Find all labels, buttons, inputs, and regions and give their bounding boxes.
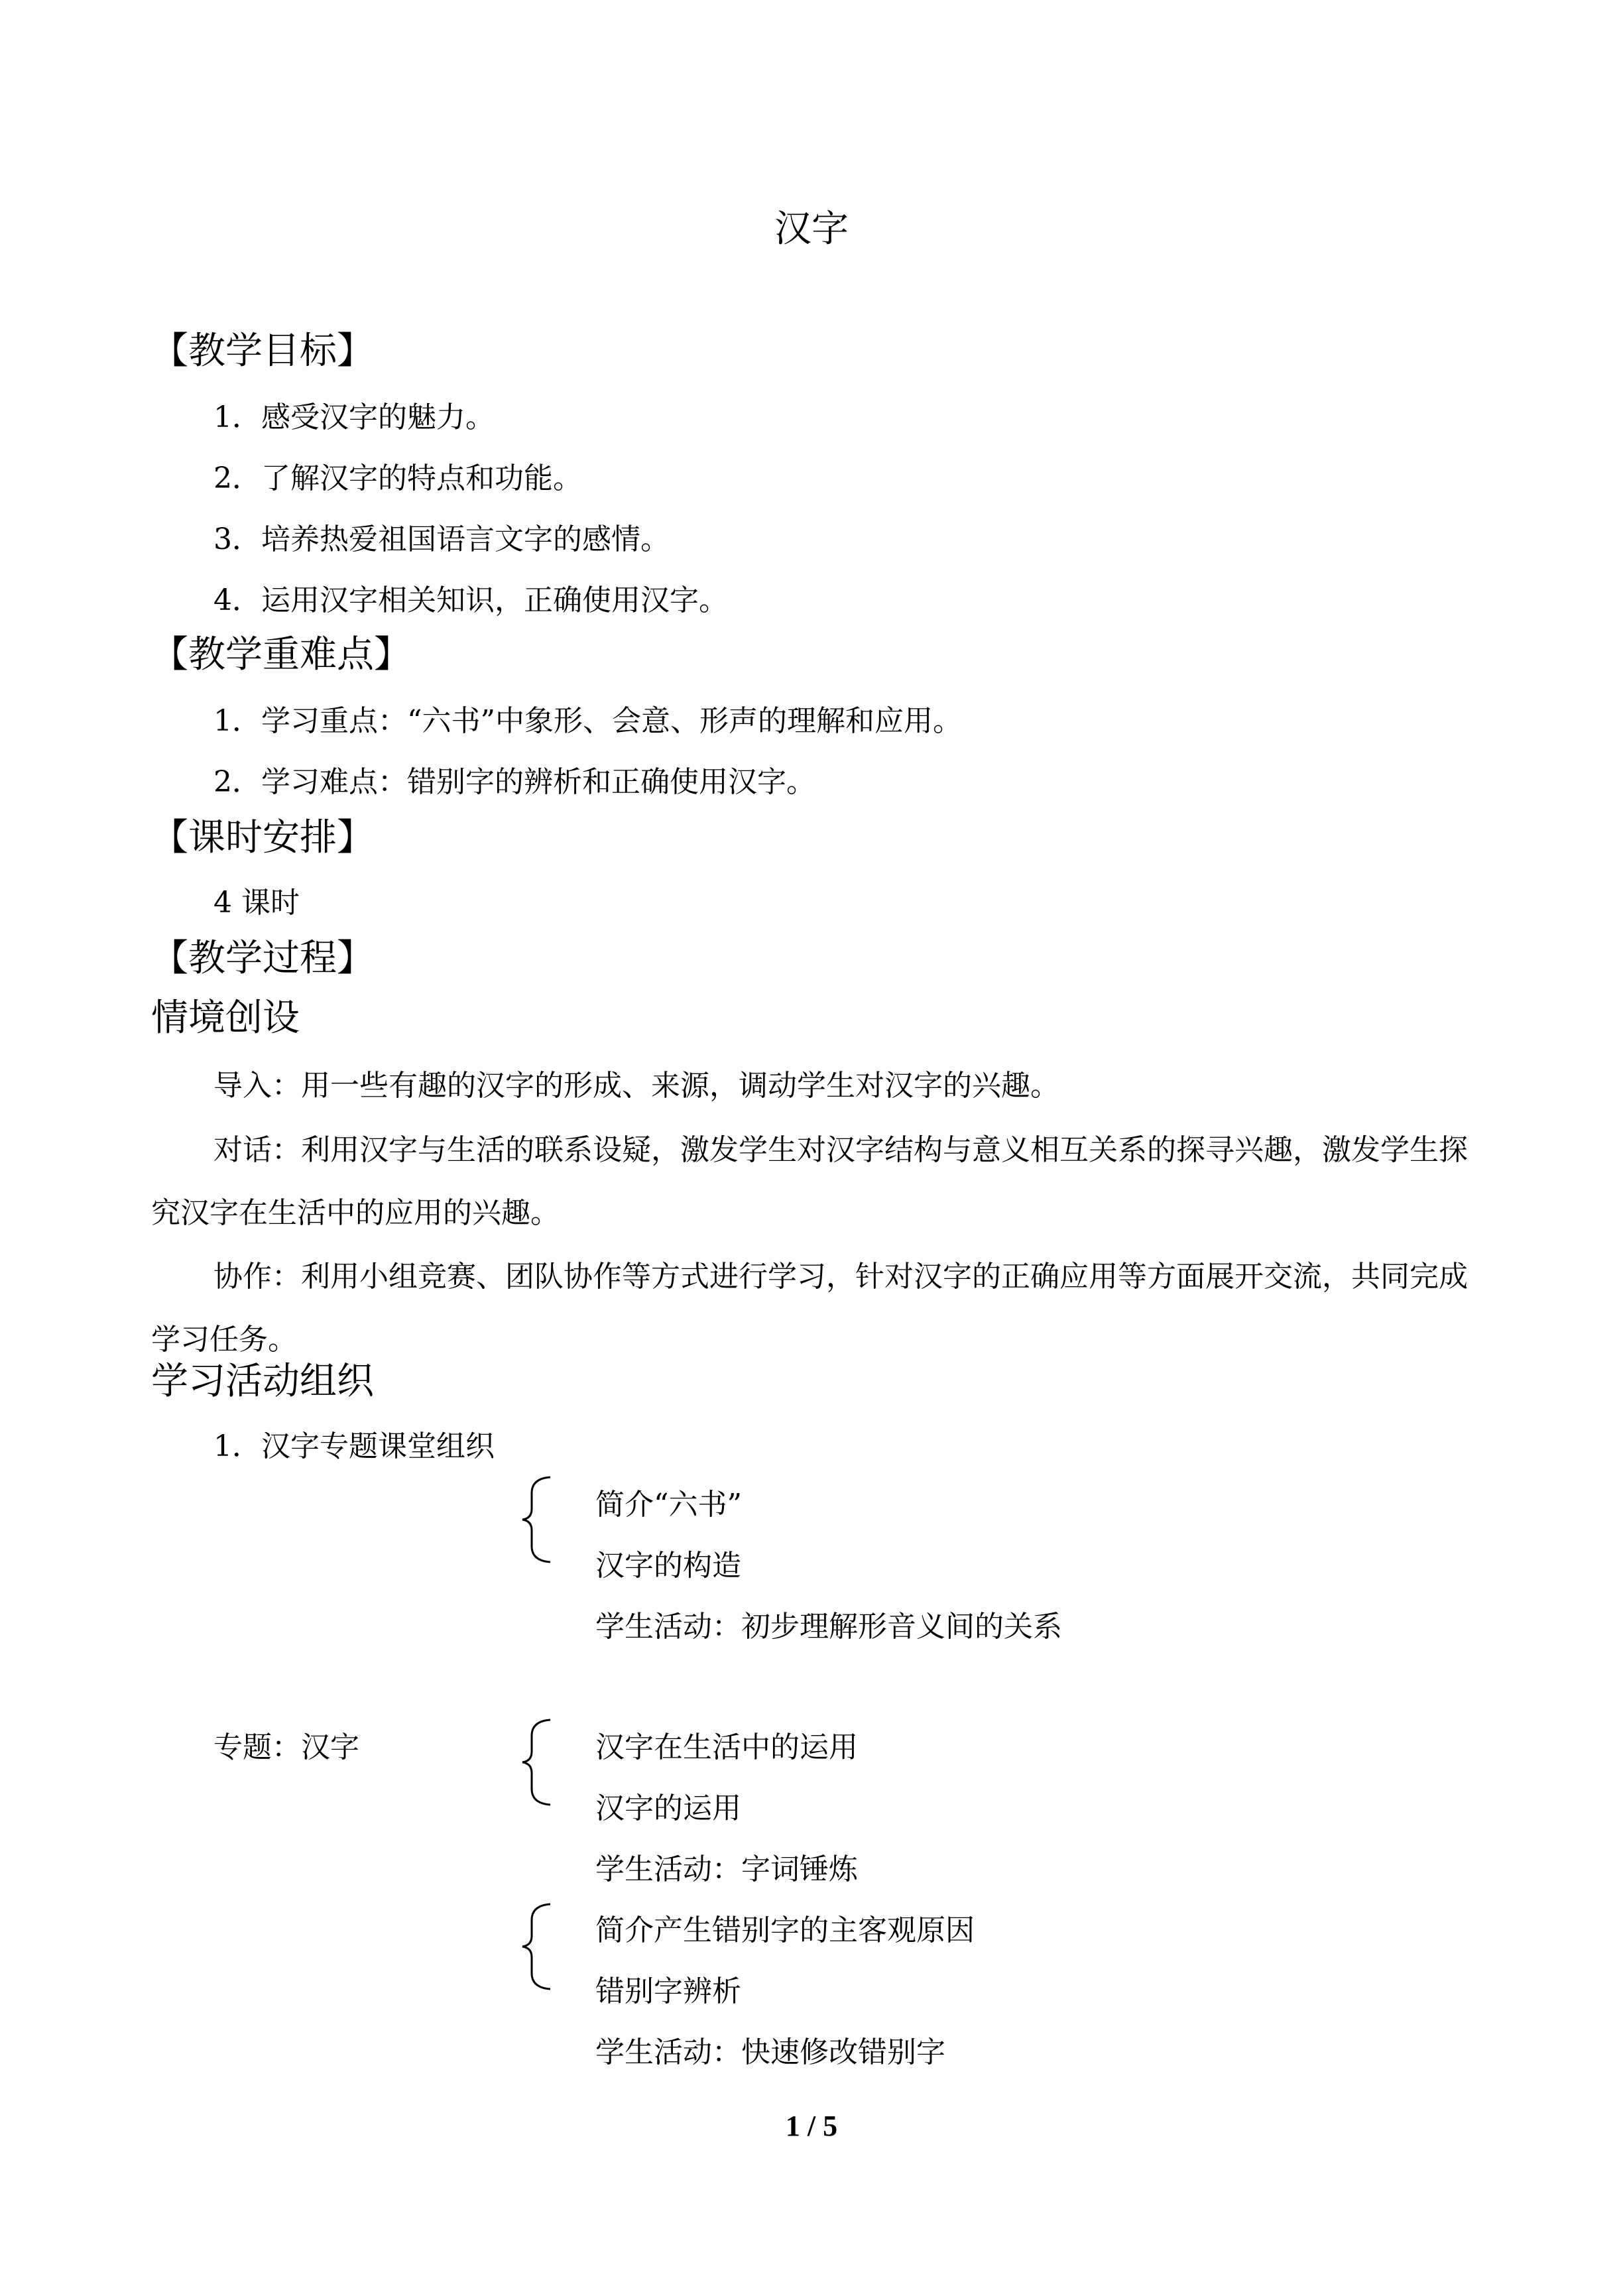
tree-line: 错别字辨析 xyxy=(595,1974,741,2008)
tree-line: 汉字的运用 xyxy=(595,1791,741,1825)
subheading-activities: 学习活动组织 xyxy=(151,1360,374,1403)
tree-line: 简介产生错别字的主客观原因 xyxy=(595,1913,975,1947)
activities-item: 1．汉字专题课堂组织 xyxy=(213,1429,495,1463)
tree-activity: 学生活动：初步理解形音义间的关系 xyxy=(595,1610,1062,1644)
section-heading-objectives: 【教学目标】 xyxy=(151,330,374,373)
left-brace-icon xyxy=(518,1473,558,1566)
tree-activity: 学生活动：字词锤炼 xyxy=(595,1852,858,1886)
section-heading-process: 【教学过程】 xyxy=(151,937,374,980)
paragraph: 导入：用一些有趣的汉字的形成、来源，调动学生对汉字的兴趣。 xyxy=(213,1069,1059,1103)
key-point-item: 2．学习难点：错别字的辨析和正确使用汉字。 xyxy=(213,765,815,799)
objective-item: 4．运用汉字相关知识，正确使用汉字。 xyxy=(213,583,728,617)
schedule-text: 4 课时 xyxy=(213,886,300,920)
objective-item: 1．感受汉字的魅力。 xyxy=(213,400,495,434)
subheading-situation: 情境创设 xyxy=(151,997,300,1040)
key-point-item: 1．学习重点：“六书”中象形、会意、形声的理解和应用。 xyxy=(213,704,962,738)
page-number: 1 / 5 xyxy=(785,2110,838,2142)
section-heading-schedule: 【课时安排】 xyxy=(151,816,374,859)
objective-item: 3．培养热爱祖国语言文字的感情。 xyxy=(213,522,670,556)
paragraph: 对话：利用汉字与生活的联系设疑，激发学生对汉字结构与意义相互关系的探寻兴趣，激发学生探究汉字在生活中的应用的兴趣。 xyxy=(151,1133,1468,1230)
tree-line: 汉字的构造 xyxy=(595,1549,741,1583)
left-brace-icon xyxy=(518,1716,558,1809)
section-heading-key-points: 【教学重难点】 xyxy=(151,633,411,676)
paragraph: 协作：利用小组竞赛、团队协作等方式进行学习，针对汉字的正确应用等方面展开交流，共同完成学习任务。 xyxy=(151,1260,1468,1357)
tree-activity: 学生活动：快速修改错别字 xyxy=(595,2035,945,2069)
tree-line: 简介“六书” xyxy=(595,1488,742,1522)
objective-item: 2．了解汉字的特点和功能。 xyxy=(213,461,582,495)
tree-line: 汉字在生活中的运用 xyxy=(595,1730,858,1764)
page-title: 汉字 xyxy=(774,208,849,251)
topic-label: 专题：汉字 xyxy=(213,1730,359,1764)
left-brace-icon xyxy=(518,1900,558,1993)
